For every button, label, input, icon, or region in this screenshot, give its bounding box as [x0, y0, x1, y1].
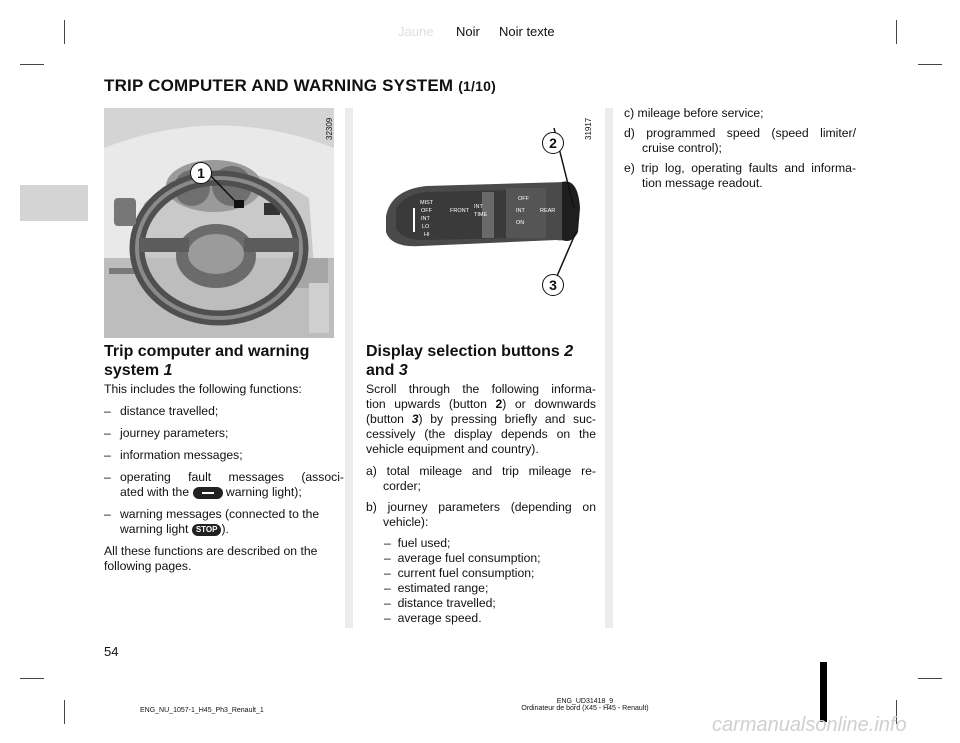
- mid-item-line: vehicle):: [383, 515, 429, 529]
- wrench-warning-icon: [193, 487, 223, 499]
- list-text: current fuel consumption;: [397, 566, 535, 580]
- stalk-label: FRONT: [450, 208, 469, 214]
- left-closing: [104, 544, 344, 574]
- left-heading-line1: Trip computer and warning: [104, 343, 310, 360]
- column-divider: [605, 108, 613, 628]
- crop-mark: [918, 64, 942, 65]
- callout-2: 2: [542, 132, 564, 154]
- mid-heading-text: and: [366, 362, 399, 379]
- list-dash: –: [104, 448, 111, 462]
- sub-list-item: [384, 551, 594, 566]
- stalk-label: OFF: [518, 196, 529, 202]
- crop-mark: [64, 700, 65, 724]
- list-text: average speed.: [397, 611, 482, 625]
- steering-wheel-illustration: [104, 108, 334, 338]
- stalk-label: LO: [422, 224, 430, 230]
- sub-list-item: [384, 536, 594, 551]
- list-dash: –: [104, 507, 111, 521]
- stalk-label: TIME: [474, 212, 488, 218]
- mid-para-text: (button: [366, 412, 412, 426]
- mid-item-a: [366, 464, 596, 494]
- stalk-figure: [366, 108, 596, 338]
- page-title-suffix: (1/10): [458, 78, 496, 94]
- list-text: journey parameters;: [120, 426, 229, 440]
- crop-mark: [918, 678, 942, 679]
- mid-para-line: cessively (the display depends on the: [366, 427, 596, 441]
- list-text: warning light: [120, 522, 192, 536]
- mid-sub-list: [384, 536, 594, 626]
- mid-para-text: ) or downwards: [502, 397, 596, 411]
- list-item: [104, 404, 344, 419]
- footer-right: [500, 698, 670, 712]
- list-text: warning light);: [222, 485, 302, 499]
- list-dash: –: [384, 536, 391, 550]
- watermark: carmanualsonline.info: [712, 714, 907, 736]
- footer-right-line: ENG_UD31418_9: [556, 698, 614, 705]
- list-text: ).: [221, 522, 229, 536]
- stalk-label: OFF: [421, 208, 432, 214]
- list-text: average fuel consumption;: [397, 551, 541, 565]
- footer-right-line: Ordinateur de bord (X45 - H45 - Renault): [521, 705, 649, 712]
- left-heading-text: system: [104, 362, 164, 379]
- sub-list-item: [384, 596, 594, 611]
- list-item: [104, 448, 344, 463]
- mid-item-line: corder;: [383, 479, 421, 493]
- stalk-label: INT: [516, 208, 525, 214]
- stalk-label: MIST: [420, 200, 434, 206]
- stalk-label: INT: [421, 216, 430, 222]
- right-item-line: d) programmed speed (speed limiter/: [624, 126, 856, 140]
- right-item-line: tion message readout.: [642, 176, 763, 190]
- sub-list-item: [384, 581, 594, 596]
- mid-item-line: a) total mileage and trip mileage re-: [366, 464, 596, 478]
- callout-1: 1: [190, 162, 212, 184]
- stalk-label: REAR: [540, 208, 556, 214]
- list-text: estimated range;: [397, 581, 489, 595]
- mid-heading-num: 2: [564, 343, 574, 360]
- mid-para-text: tion upwards (button: [366, 397, 496, 411]
- sub-list-item: [384, 566, 594, 581]
- list-text: warning messages (connected to the: [120, 507, 320, 521]
- left-heading-num: 1: [163, 362, 173, 379]
- right-item-line: cruise control);: [642, 141, 722, 155]
- mid-para-text: ) by pressing briefly and suc-: [418, 412, 596, 426]
- mid-heading-text: Display selection buttons: [366, 343, 565, 360]
- list-dash: –: [104, 426, 111, 440]
- crop-mark: [896, 20, 897, 44]
- list-text: operating fault messages (associ-: [120, 470, 344, 484]
- right-items: [624, 106, 856, 191]
- page-title-text: TRIP COMPUTER AND WARNING SYSTEM: [104, 76, 454, 95]
- mid-heading-line1: [366, 342, 606, 361]
- list-text: distance travelled;: [120, 404, 219, 418]
- mid-heading-num: 3: [398, 362, 408, 379]
- mid-para-line: Scroll through the following informa-: [366, 382, 596, 396]
- list-dash: –: [104, 470, 111, 484]
- margin-bar: [820, 662, 827, 722]
- crop-mark: [20, 678, 44, 679]
- mid-para-num: 3: [411, 412, 419, 426]
- color-label-yellow: Jaune: [398, 24, 434, 39]
- stop-warning-icon: STOP: [192, 524, 222, 536]
- footer-left: ENG_NU_1057-1_H45_Ph3_Renault_1: [140, 707, 264, 714]
- mid-heading: [366, 342, 606, 380]
- list-item: [104, 470, 344, 500]
- left-intro: This includes the following functions:: [104, 382, 302, 396]
- stalk-label: INT: [474, 204, 483, 210]
- stalk-label: ON: [516, 220, 525, 226]
- mid-item-line: b) journey parameters (depending on: [366, 500, 596, 514]
- column-divider: [345, 108, 353, 628]
- list-item: [104, 507, 344, 537]
- steering-wheel-figure: [104, 108, 334, 338]
- list-dash: –: [104, 404, 111, 418]
- left-heading-line2: [104, 361, 344, 380]
- list-dash: –: [384, 611, 391, 625]
- list-text: fuel used;: [397, 536, 451, 550]
- right-item-line: c) mileage before service;: [624, 106, 764, 120]
- color-label-black: Noir: [456, 24, 480, 39]
- color-label-black-text: Noir texte: [499, 24, 555, 39]
- mid-paragraph: [366, 382, 596, 457]
- page-number: 54: [104, 644, 119, 659]
- crop-mark: [20, 64, 44, 65]
- list-dash: –: [384, 566, 391, 580]
- left-closing-line: All these functions are described on the: [104, 544, 318, 558]
- mid-item-b: [366, 500, 596, 530]
- sub-list-item: [384, 611, 594, 626]
- left-heading: [104, 342, 344, 380]
- list-dash: –: [384, 551, 391, 565]
- section-tab: [20, 185, 88, 221]
- right-item-line: e) trip log, operating faults and informa-: [624, 161, 856, 175]
- page-title: [104, 76, 496, 96]
- mid-para-num: 2: [495, 397, 503, 411]
- list-text: information messages;: [120, 448, 243, 462]
- mid-para-line: vehicle equipment and country).: [366, 442, 539, 456]
- figure-number: 32309: [325, 117, 334, 140]
- mid-heading-line2: [366, 361, 606, 380]
- left-closing-line: following pages.: [104, 559, 192, 573]
- callout-3: 3: [542, 274, 564, 296]
- crop-mark: [64, 20, 65, 44]
- list-dash: –: [384, 596, 391, 610]
- stalk-label: HI: [424, 232, 430, 238]
- figure-number: 31917: [584, 117, 593, 140]
- list-text: distance travelled;: [397, 596, 496, 610]
- list-dash: –: [384, 581, 391, 595]
- list-text: ated with the: [120, 485, 193, 499]
- list-item: [104, 426, 344, 441]
